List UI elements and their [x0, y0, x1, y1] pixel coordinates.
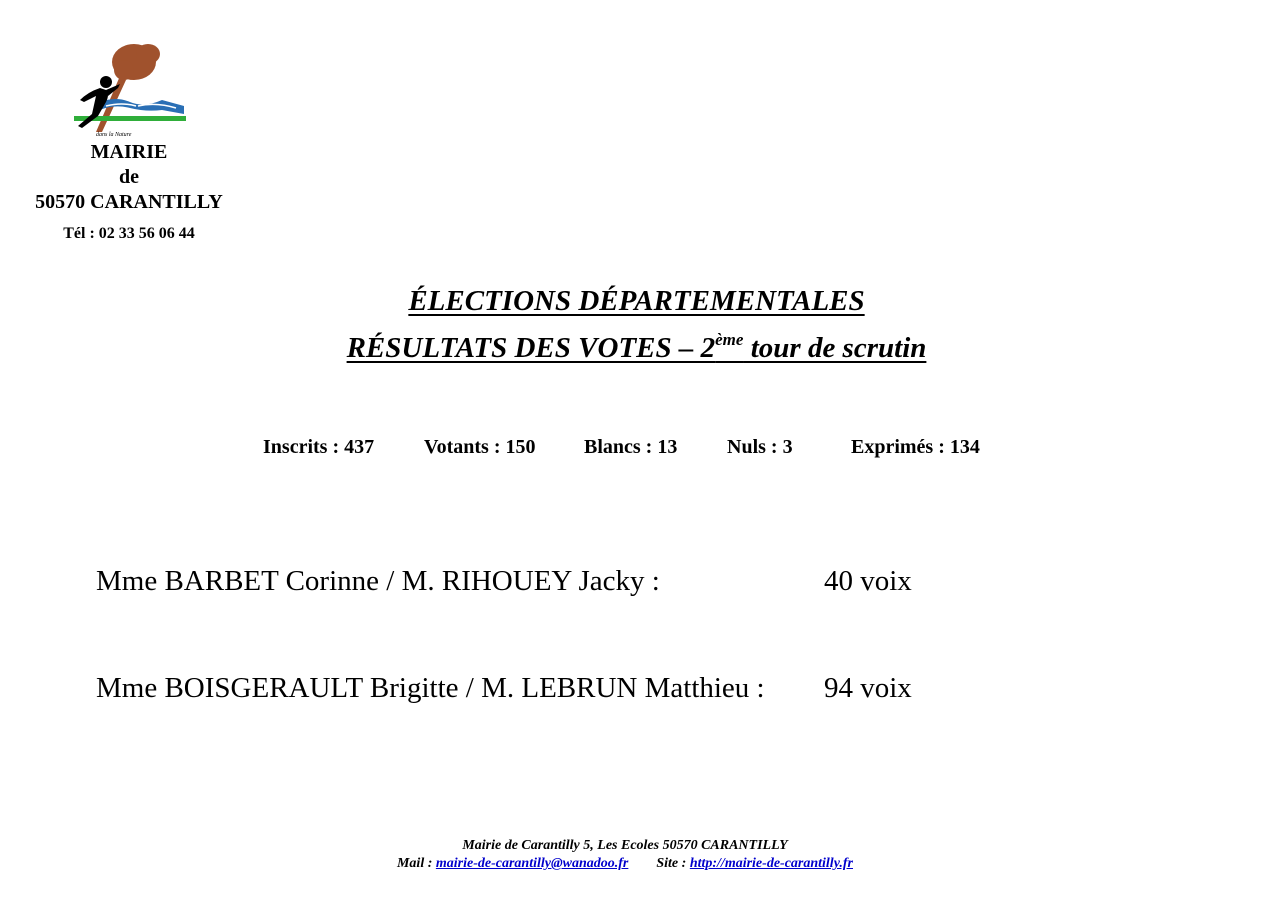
- site-label: Site :: [656, 856, 690, 871]
- page-subtitle: [0, 330, 1273, 365]
- site-link[interactable]: http://mairie-de-carantilly.fr: [689, 856, 853, 871]
- result-candidates-2: Mme BOISGERAULT Brigitte / M. LEBRUN Matthieu :: [96, 672, 765, 704]
- subtitle-sup: ème: [715, 330, 744, 349]
- mairie-line2: de: [119, 166, 139, 188]
- subtitle-suffix: tour de scrutin: [743, 332, 927, 364]
- mail-link[interactable]: mairie-de-carantilly@wanadoo.fr: [435, 856, 629, 871]
- page-title: [0, 285, 1273, 318]
- stat-nuls: Nuls : 3: [727, 436, 793, 458]
- telephone: Tél : 02 33 56 06 44: [63, 225, 195, 242]
- title-line1: ÉLECTIONS DÉPARTEMENTALES: [408, 285, 865, 317]
- footer-address: Mairie de Carantilly 5, Les Ecoles 50570 CARANTILLY: [462, 838, 788, 853]
- result-votes-1: 40 voix: [824, 565, 912, 597]
- stat-exprimes: Exprimés : 134: [851, 436, 980, 458]
- mairie-address-block: [18, 140, 240, 215]
- subtitle-text: [347, 332, 927, 364]
- footer-contact: [0, 856, 1250, 872]
- mairie-line3: 50570 CARANTILLY: [35, 191, 223, 213]
- mairie-logo: [66, 40, 190, 140]
- result-votes-2: 94 voix: [824, 672, 912, 704]
- stat-blancs: Blancs : 13: [584, 436, 678, 458]
- logo-caption: dans la Nature: [96, 132, 132, 138]
- river-icon: [100, 99, 184, 114]
- subtitle-prefix: RÉSULTATS DES VOTES – 2: [346, 332, 716, 364]
- result-candidates-1: Mme BARBET Corinne / M. RIHOUEY Jacky :: [96, 565, 660, 597]
- mairie-line1: MAIRIE: [90, 141, 168, 163]
- stat-votants: Votants : 150: [424, 436, 536, 458]
- mail-label: Mail :: [396, 856, 436, 871]
- stat-inscrits: Inscrits : 437: [263, 436, 375, 458]
